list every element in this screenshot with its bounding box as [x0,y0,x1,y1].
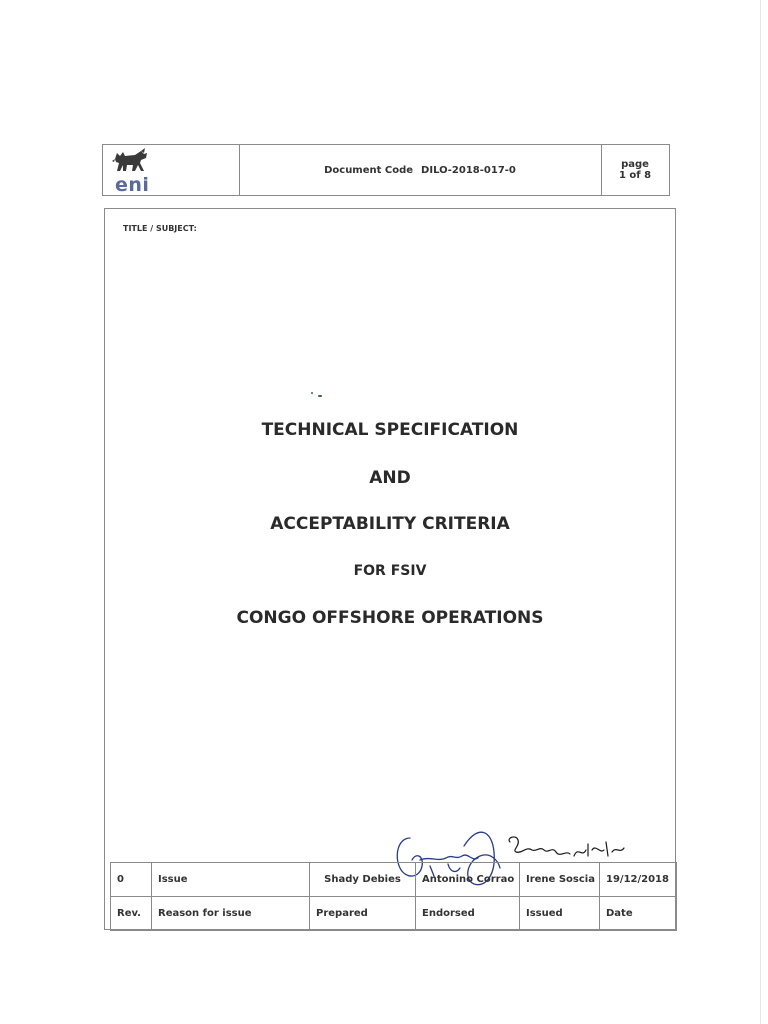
endorsed-by: Antonino Corrao [416,863,520,897]
page-label: page [621,159,649,170]
column-header: Endorsed [416,897,520,931]
title-line: CONGO OFFSHORE OPERATIONS [236,608,544,628]
table-row [111,863,677,897]
column-header: Reason for issue [152,897,310,931]
table-header-row [111,897,677,931]
issue-date: 19/12/2018 [600,863,677,897]
column-header: Date [600,897,677,931]
title-body [104,208,676,930]
document-code-label: Document Code [324,164,414,176]
ink-speck [311,392,313,394]
reason-for-issue: Issue [152,863,310,897]
title-line: TECHNICAL SPECIFICATION [261,420,519,440]
column-header: Prepared [310,897,416,931]
issued-by: Irene Soscia [520,863,600,897]
page-number: 1 of 8 [618,170,652,181]
page-indicator [601,145,669,195]
prepared-by: Shady Debies [310,863,416,897]
title-line: FOR FSIV [353,563,427,579]
rev-number: 0 [111,863,152,897]
company-logo [103,145,240,195]
column-header: Rev. [111,897,152,931]
ink-speck [318,395,322,397]
eni-logo-text: eni [115,174,150,196]
document-code [239,145,602,195]
revision-table [110,862,677,931]
title-line: ACCEPTABILITY CRITERIA [270,514,510,534]
column-header: Issued [520,897,600,931]
six-legged-dog-icon [111,147,151,175]
document-code-value: DILO-2018-017-0 [421,164,516,176]
page-edge [760,0,761,1024]
title-subject-label: TITLE / SUBJECT: [123,224,197,233]
document-header [102,144,670,196]
title-line: AND [369,468,411,488]
